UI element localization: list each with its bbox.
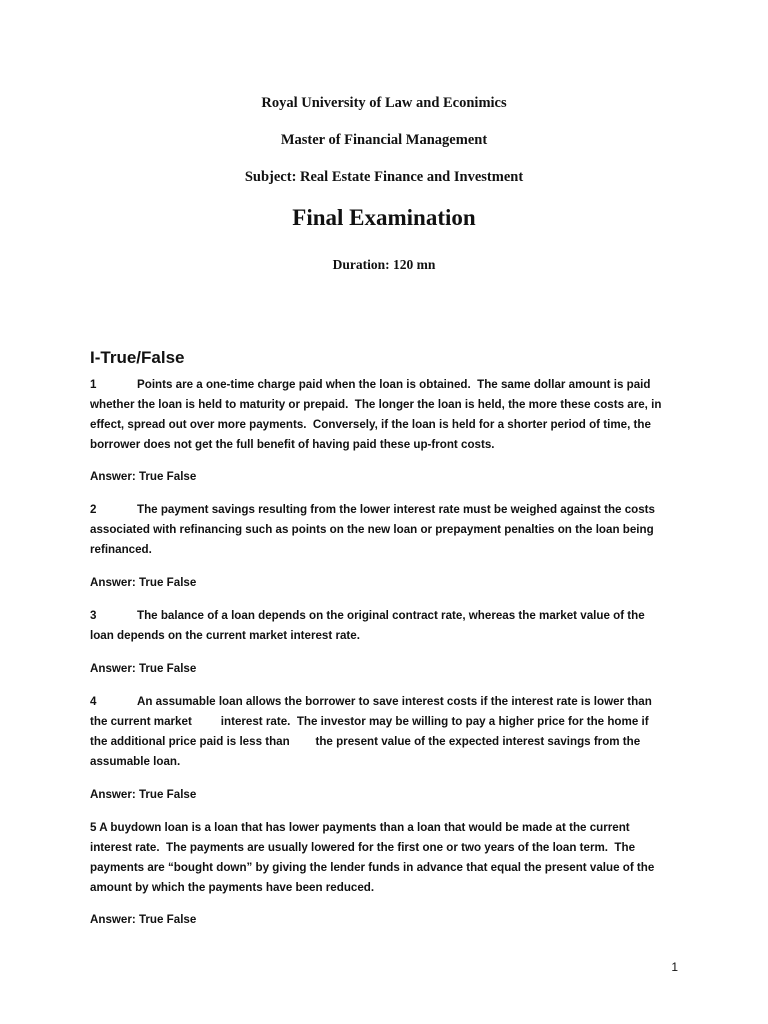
question-4 — [90, 692, 680, 772]
question-text-line: interest rate. The payments are usually lowered for the first one or two years of the loan term. The — [90, 841, 636, 854]
answer-2: Answer: True False — [90, 576, 197, 589]
question-text-line: Points are a one-time charge paid when the loan is obtained. The same dollar amount is paid — [137, 378, 651, 391]
question-3 — [90, 606, 680, 646]
question-text-line: amount by which the payments have been reduced. — [90, 881, 375, 894]
answer-4: Answer: True False — [90, 788, 197, 801]
exam-duration: Duration: 120 mn — [332, 257, 436, 272]
question-number: 5 — [90, 821, 97, 834]
question-text-line: borrower does not get the full benefit of having paid these up-front costs. — [90, 438, 495, 451]
question-number: 2 — [90, 503, 97, 516]
exam-title: Final Examination — [292, 205, 476, 230]
question-number: 3 — [90, 609, 97, 622]
question-text-line: The balance of a loan depends on the original contract rate, whereas the market value of the — [137, 609, 645, 622]
question-text-line: An assumable loan allows the borrower to save interest costs if the interest rate is lower than — [137, 695, 652, 708]
question-5 — [90, 818, 680, 898]
question-2 — [90, 500, 680, 560]
answer-1: Answer: True False — [90, 470, 197, 483]
question-text-line: effect, spread out over more payments. Conversely, if the loan is held for a shorter period of time, the — [90, 418, 651, 431]
question-text-line: loan depends on the current market interest rate. — [90, 629, 360, 642]
question-text-line: The payment savings resulting from the lower interest rate must be weighed against the costs — [137, 503, 655, 516]
question-text-line: the additional price paid is less than the present value of the expected interest savings from the — [90, 735, 641, 748]
question-text-line: refinanced. — [90, 543, 152, 556]
question-number: 4 — [90, 695, 97, 708]
question-1 — [90, 375, 680, 455]
question-text-line: whether the loan is held to maturity or prepaid. The longer the loan is held, the more these costs are, in — [90, 398, 662, 411]
page-number: 1 — [671, 960, 678, 974]
question-number: 1 — [90, 378, 97, 391]
question-text-line: payments are “bought down” by giving the lender funds in advance that equal the present value of the — [90, 861, 655, 874]
question-text-line: associated with refinancing such as points on the new loan or prepayment penalties on the loan being — [90, 523, 654, 536]
answer-3: Answer: True False — [90, 662, 197, 675]
answer-5: Answer: True False — [90, 913, 197, 926]
section-title: I-True/False — [90, 348, 185, 367]
university-name: Royal University of Law and Econimics — [261, 95, 507, 111]
question-text-line: the current market interest rate. The investor may be willing to pay a higher price for the home if — [90, 715, 649, 728]
question-text-line: A buydown loan is a loan that has lower payments than a loan that would be made at the current — [99, 821, 630, 834]
program-name: Master of Financial Management — [280, 132, 488, 148]
subject-line: Subject: Real Estate Finance and Investment — [244, 169, 524, 185]
question-text-line: assumable loan. — [90, 755, 181, 768]
